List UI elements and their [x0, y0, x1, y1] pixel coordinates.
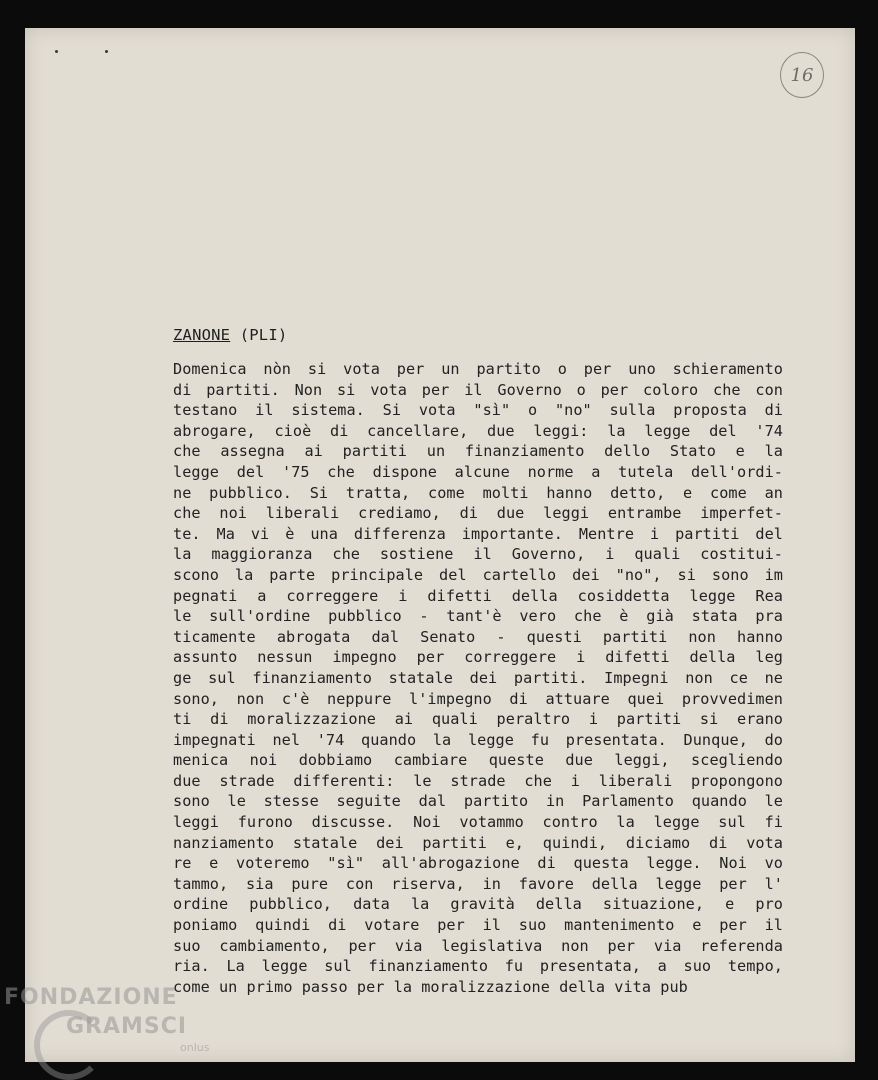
text-line: testano il sistema. Si vota "sì" o "no" sulla proposta di: [173, 401, 783, 420]
watermark-line1: FONDAZIONE: [4, 985, 178, 1010]
text-line: legge del '75 che dispone alcune norme a tutela dell'ordi-: [173, 462, 783, 481]
text-line: impegnati nel '74 quando la legge fu presentata. Dunque, do: [173, 730, 783, 749]
text-line: ne pubblico. Si tratta, come molti hanno detto, e come an: [173, 483, 783, 502]
page-number: [780, 52, 824, 98]
speech-text: [173, 359, 783, 997]
text-line: re e voteremo "sì" all'abrogazione di questa legge. Noi vo: [173, 854, 783, 873]
paper-speck: [105, 50, 108, 53]
text-line: ordine pubblico, data la gravità della situazione, e pro: [173, 895, 783, 914]
text-line: ge sul finanziamento statale dei partiti. Impegni non ce ne: [173, 668, 783, 687]
text-line: che noi liberali crediamo, di due leggi entrambe imperfet-: [173, 504, 783, 523]
text-line: poniamo quindi di votare per il suo mantenimento e per il: [173, 916, 783, 935]
text-line: suo cambiamento, per via legislativa non per via referenda: [173, 936, 783, 955]
text-line: Domenica nòn si vota per un partito o per uno schieramento: [173, 360, 783, 378]
watermark-logo: [34, 1010, 104, 1080]
speaker-name: ZANONE: [173, 326, 231, 344]
text-line: tammo, sia pure con riserva, in favore della legge per l': [173, 874, 783, 893]
text-line: ti di moralizzazione ai quali peraltro i partiti si erano: [173, 710, 783, 729]
speaker-heading: [173, 326, 287, 344]
text-line: pegnati a correggere i difetti della cosiddetta legge Rea: [173, 586, 783, 605]
text-line: ria. La legge sul finanziamento fu presentata, a suo tempo,: [173, 957, 783, 976]
watermark-line2: GRAMSCI: [66, 1014, 188, 1039]
text-line: ticamente abrogata dal Senato - questi partiti non hanno: [173, 627, 783, 646]
text-line: sono le stesse seguite dal partito in Parlamento quando le: [173, 792, 783, 811]
text-line: di partiti. Non si vota per il Governo o per coloro che con: [173, 380, 783, 399]
text-line: menica noi dobbiamo cambiare queste due leggi, scegliendo: [173, 751, 783, 770]
text-line: sono, non c'è neppure l'impegno di attuare quei provvedimen: [173, 689, 783, 708]
speaker-party: (PLI): [230, 326, 288, 344]
text-line: abrogare, cioè di cancellare, due leggi: la legge del '74: [173, 421, 783, 440]
text-line: le sull'ordine pubblico - tant'è vero che è già stata pra: [173, 607, 783, 626]
paper-speck: [55, 50, 58, 53]
text-line: te. Ma vi è una differenza importante. Mentre i partiti del: [173, 524, 783, 543]
text-line: scono la parte principale del cartello dei "no", si sono im: [173, 565, 783, 584]
watermark-line3: onlus: [180, 1041, 210, 1054]
text-line: assunto nessun impegno per correggere i difetti della leg: [173, 648, 783, 667]
text-line: due strade differenti: le strade che i liberali propongono: [173, 771, 783, 790]
text-line: che assegna ai partiti un finanziamento dello Stato e la: [173, 442, 783, 461]
page-number-text: 16: [790, 64, 814, 86]
text-line: nanziamento statale dei partiti e, quindi, diciamo di vota: [173, 833, 783, 852]
text-line: come un primo passo per la moralizzazione della vita pub: [173, 977, 688, 996]
text-line: la maggioranza che sostiene il Governo, i quali costitui-: [173, 545, 783, 564]
text-line: leggi furono discusse. Noi votammo contro la legge sul fi: [173, 813, 783, 832]
